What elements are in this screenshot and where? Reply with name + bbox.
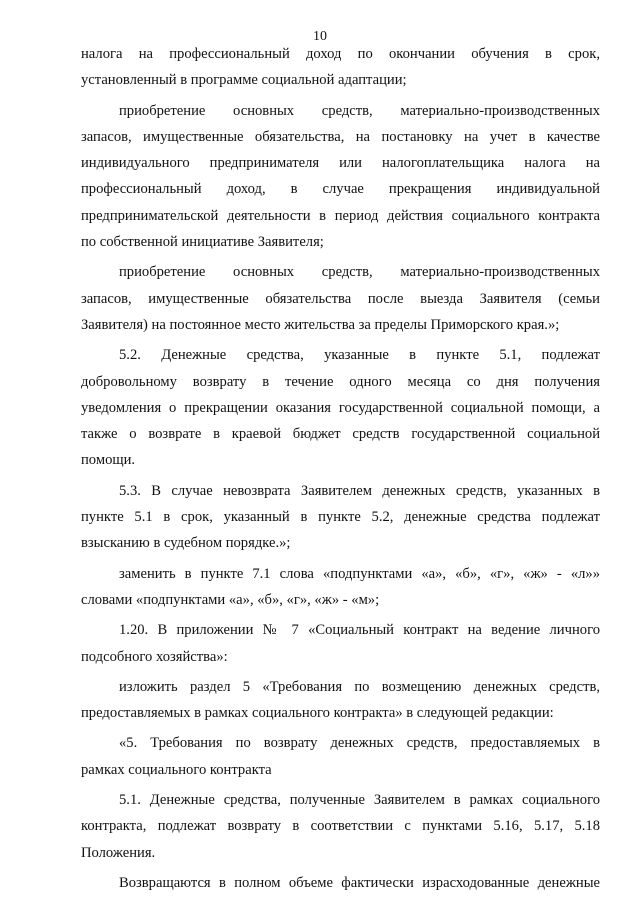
paragraph	[81, 41, 600, 94]
text-line: 1.20. В приложении № 7 «Социальный контракт на ведение личного	[119, 622, 600, 639]
page-number: 10	[313, 29, 327, 44]
text-line: 5.2. Денежные средства, указанные в пункте 5.1, подлежат	[119, 347, 600, 364]
paragraph	[81, 674, 600, 727]
text-line: приобретение основных средств, материально-производственных	[119, 264, 600, 281]
text-line: предоставляемых в рамках социального контракта» в следующей редакции:	[81, 705, 554, 722]
text-line: 5.3. В случае невозврата Заявителем денежных средств, указанных в	[119, 482, 600, 499]
text-line: Положения.	[81, 844, 156, 861]
text-line: предпринимательской деятельности в период действия социального контракта	[81, 207, 600, 224]
paragraph	[81, 342, 600, 473]
paragraph	[81, 259, 600, 338]
document-body	[81, 41, 600, 896]
text-line: запасов, имущественные обязательства, на постановку на учет в качестве	[81, 128, 600, 145]
paragraph	[81, 787, 600, 866]
paragraph	[81, 478, 600, 557]
text-line: также о возврате в краевой бюджет средств государственной социальной	[81, 426, 600, 443]
text-line: пункте 5.1 в срок, указанный в пункте 5.2, денежные средства подлежат	[81, 509, 600, 526]
text-line: подсобного хозяйства»:	[81, 648, 228, 665]
text-line: уведомления о прекращении оказания государственной социальной помощи, а	[81, 399, 600, 416]
text-line: контракта, подлежат возврату в соответствии с пунктами 5.16, 5.17, 5.18	[81, 818, 600, 835]
text-line: добровольному возврату в течение одного месяца со дня получения	[81, 373, 600, 390]
text-line: «5. Требования по возврату денежных средств, предоставляемых в	[119, 735, 600, 752]
text-line: профессиональный доход, в случае прекращения индивидуальной	[81, 181, 600, 198]
text-line: Заявителя) на постоянное место жительства за пределы Приморского края.»;	[81, 316, 560, 333]
paragraph	[81, 98, 600, 256]
text-line: Возвращаются в полном объеме фактически израсходованные денежные	[119, 874, 600, 891]
paragraph	[81, 730, 600, 783]
text-line: помощи.	[81, 452, 136, 469]
text-line: приобретение основных средств, материально-производственных	[119, 102, 600, 119]
text-line: заменить в пункте 7.1 слова «подпунктами «а», «б», «г», «ж» - «л»»	[119, 565, 600, 582]
text-line: взысканию в судебном порядке.»;	[81, 535, 291, 552]
paragraph	[81, 617, 600, 670]
text-line: установленный в программе социальной адаптации;	[81, 72, 407, 89]
text-line: по собственной инициативе Заявителя;	[81, 234, 324, 251]
text-line: налога на профессиональный доход по окончании обучения в срок,	[81, 46, 600, 62]
paragraph	[81, 870, 600, 896]
text-line: изложить раздел 5 «Требования по возмещению денежных средств,	[119, 678, 600, 695]
text-line: запасов, имущественные обязательства после выезда Заявителя (семьи	[81, 290, 600, 307]
text-line: 5.1. Денежные средства, полученные Заявителем в рамках социального	[119, 792, 600, 809]
text-line: индивидуального предпринимателя или налогоплательщика налога на	[81, 155, 600, 172]
text-line: словами «подпунктами «а», «б», «г», «ж» - «м»;	[81, 591, 380, 608]
paragraph	[81, 561, 600, 614]
text-line: рамках социального контракта	[81, 761, 272, 778]
